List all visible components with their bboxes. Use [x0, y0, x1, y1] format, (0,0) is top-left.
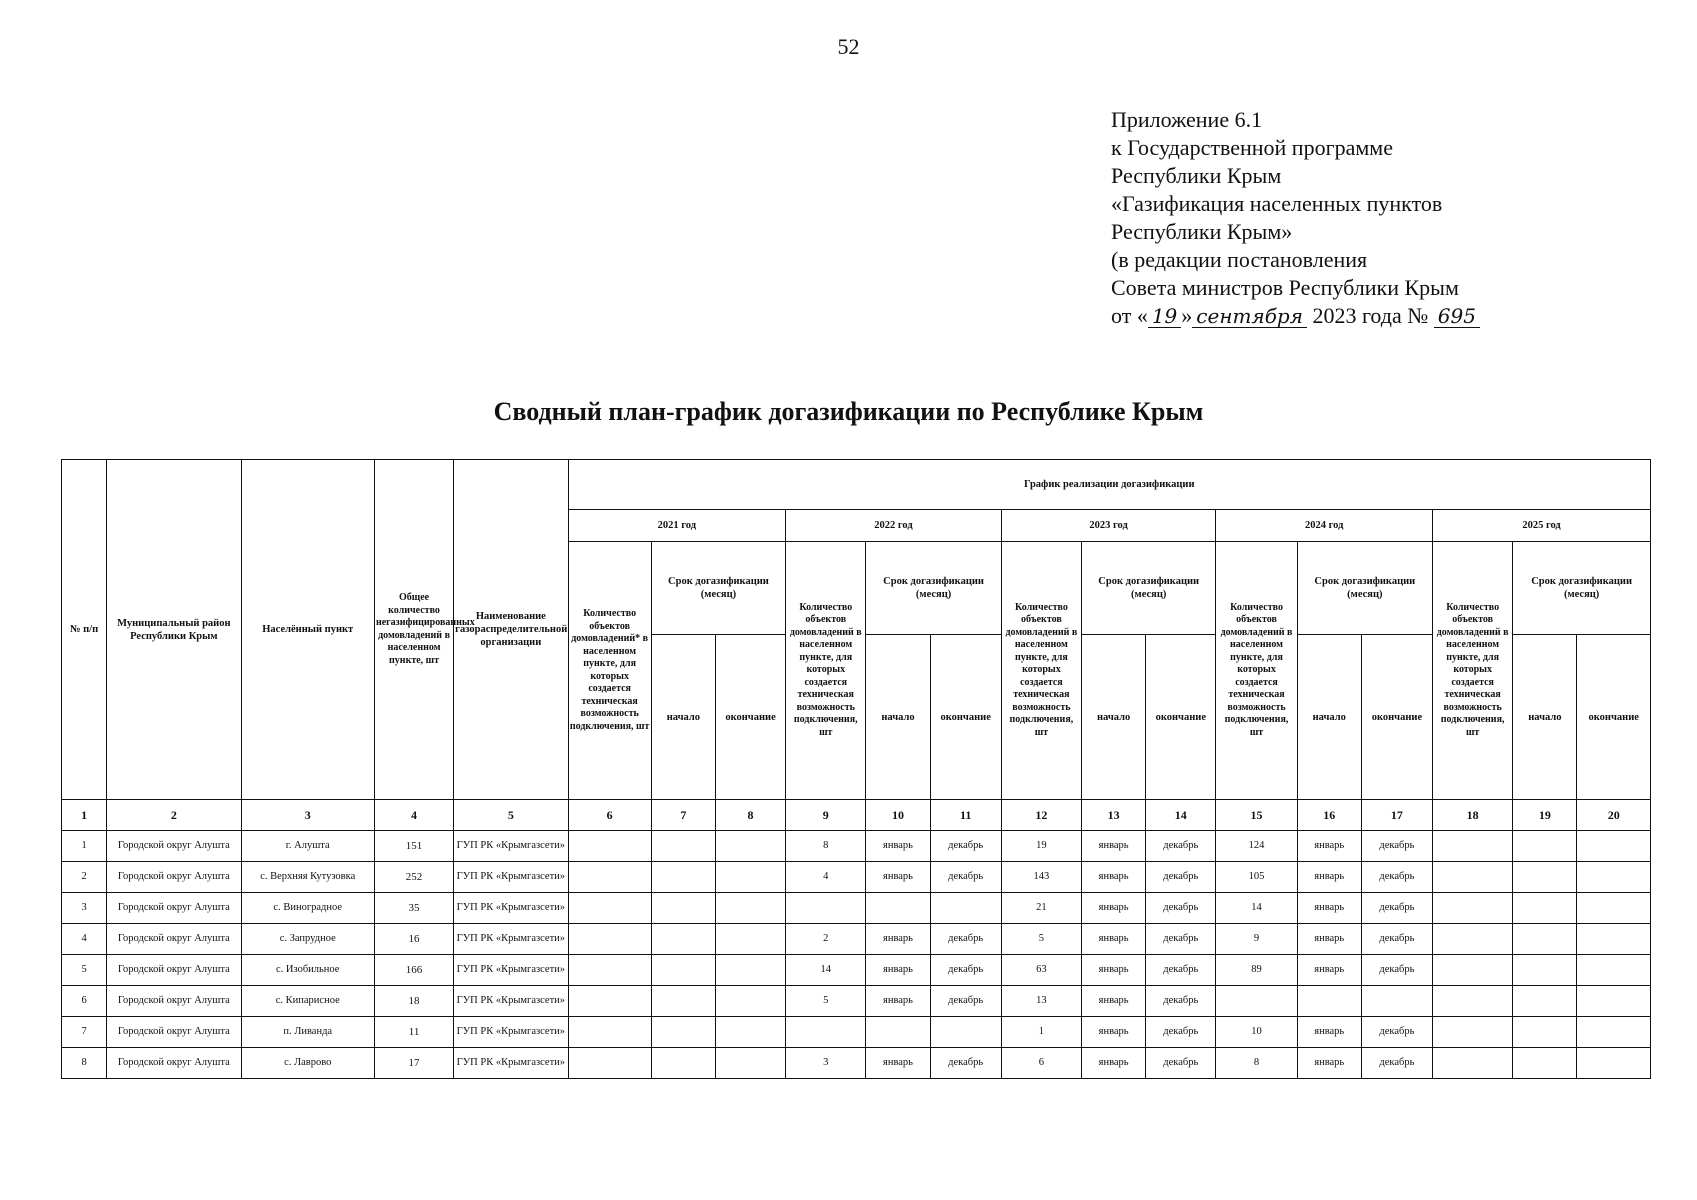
municipality-cell: Городской округ Алушта: [107, 831, 241, 862]
schedule-cell: [1513, 1017, 1577, 1048]
schedule-cell: декабрь: [930, 986, 1001, 1017]
table-row: [62, 1017, 1651, 1048]
page-number: 52: [837, 34, 860, 59]
schedule-cell: январь: [1082, 955, 1146, 986]
header-term: Срок догазификации (месяц): [1082, 542, 1216, 635]
schedule-cell: 2: [786, 924, 866, 955]
appendix-line: Республики Крым»: [1111, 219, 1293, 244]
schedule-cell: [715, 924, 785, 955]
dogazification-table: [61, 459, 1651, 1079]
locality-cell: с. Виноградное: [241, 893, 374, 924]
header-year: 2023 год: [1001, 510, 1216, 542]
header-count: Количество объектов домовладений в населенном пункте, для которых создается техническая возможность подключения, шт: [786, 542, 866, 800]
header-start: начало: [1513, 635, 1577, 800]
header-term: Срок догазификации (месяц): [866, 542, 1001, 635]
schedule-cell: 89: [1216, 955, 1297, 986]
schedule-cell: [568, 862, 651, 893]
schedule-cell: январь: [866, 955, 930, 986]
schedule-cell: [1513, 986, 1577, 1017]
appendix-line: (в редакции постановления: [1111, 247, 1368, 272]
appendix-line: к Государственной программе: [1111, 135, 1393, 160]
schedule-cell: январь: [866, 862, 930, 893]
day-suffix: »: [1181, 303, 1193, 328]
table-row: [62, 986, 1651, 1017]
schedule-cell: [930, 893, 1001, 924]
schedule-cell: [568, 986, 651, 1017]
schedule-cell: декабрь: [1146, 893, 1216, 924]
column-number-cell: 18: [1433, 800, 1513, 831]
row-number-cell: 1: [62, 831, 107, 862]
schedule-cell: январь: [1082, 986, 1146, 1017]
schedule-cell: 14: [1216, 893, 1297, 924]
locality-cell: с. Лаврово: [241, 1048, 374, 1079]
header-term: Срок догазификации (месяц): [1513, 542, 1651, 635]
schedule-cell: [1513, 924, 1577, 955]
row-number-cell: 6: [62, 986, 107, 1017]
column-number-row: [62, 800, 1651, 831]
column-number-cell: 9: [786, 800, 866, 831]
schedule-cell: [715, 893, 785, 924]
schedule-cell: декабрь: [1146, 955, 1216, 986]
total-cell: 11: [374, 1017, 453, 1048]
column-number-cell: 7: [651, 800, 715, 831]
locality-cell: г. Алушта: [241, 831, 374, 862]
header-org: Наименование газораспределительной организации: [454, 460, 568, 800]
organization-cell: ГУП РК «Крымгазсети»: [454, 862, 568, 893]
schedule-cell: [1513, 893, 1577, 924]
schedule-cell: декабрь: [1361, 831, 1432, 862]
municipality-cell: Городской округ Алушта: [107, 1048, 241, 1079]
schedule-cell: [715, 955, 785, 986]
schedule-cell: [568, 831, 651, 862]
schedule-cell: декабрь: [1146, 986, 1216, 1017]
schedule-cell: январь: [1297, 893, 1361, 924]
schedule-cell: 13: [1001, 986, 1081, 1017]
header-end: окончание: [1146, 635, 1216, 800]
header-end: окончание: [1577, 635, 1651, 800]
schedule-cell: январь: [1297, 955, 1361, 986]
schedule-cell: январь: [1082, 924, 1146, 955]
schedule-cell: 63: [1001, 955, 1081, 986]
table-row: [62, 1048, 1651, 1079]
organization-cell: ГУП РК «Крымгазсети»: [454, 831, 568, 862]
schedule-cell: январь: [866, 924, 930, 955]
locality-cell: с. Запрудное: [241, 924, 374, 955]
schedule-cell: [568, 893, 651, 924]
table-body: [62, 831, 1651, 1079]
schedule-cell: 5: [786, 986, 866, 1017]
row-number-cell: 2: [62, 862, 107, 893]
header-num: № п/п: [62, 460, 107, 800]
year-text: 2023 года №: [1312, 303, 1429, 328]
schedule-cell: [1577, 955, 1651, 986]
header-start: начало: [1082, 635, 1146, 800]
schedule-cell: декабрь: [1146, 924, 1216, 955]
header-year: 2024 год: [1216, 510, 1433, 542]
schedule-cell: [651, 955, 715, 986]
column-number-cell: 17: [1361, 800, 1432, 831]
schedule-cell: январь: [866, 1048, 930, 1079]
organization-cell: ГУП РК «Крымгазсети»: [454, 986, 568, 1017]
schedule-cell: [1433, 862, 1513, 893]
schedule-cell: январь: [1082, 831, 1146, 862]
schedule-cell: 6: [1001, 1048, 1081, 1079]
appendix-line: Совета министров Республики Крым: [1111, 275, 1459, 300]
schedule-cell: январь: [1082, 862, 1146, 893]
table-row: [62, 893, 1651, 924]
column-number-cell: 16: [1297, 800, 1361, 831]
row-number-cell: 8: [62, 1048, 107, 1079]
table-row: [62, 924, 1651, 955]
organization-cell: ГУП РК «Крымгазсети»: [454, 924, 568, 955]
schedule-cell: 8: [786, 831, 866, 862]
schedule-cell: [1513, 1048, 1577, 1079]
schedule-cell: декабрь: [1146, 862, 1216, 893]
header-count: Количество объектов домовладений в населенном пункте, для которых создается техническая возможность подключения, шт: [1001, 542, 1081, 800]
schedule-cell: декабрь: [1361, 893, 1432, 924]
column-number-cell: 14: [1146, 800, 1216, 831]
schedule-cell: 124: [1216, 831, 1297, 862]
schedule-cell: 10: [1216, 1017, 1297, 1048]
schedule-cell: январь: [1297, 831, 1361, 862]
schedule-cell: [1577, 862, 1651, 893]
schedule-cell: январь: [1297, 1048, 1361, 1079]
schedule-cell: [1433, 1048, 1513, 1079]
schedule-cell: 105: [1216, 862, 1297, 893]
schedule-cell: 143: [1001, 862, 1081, 893]
schedule-cell: январь: [866, 831, 930, 862]
header-term: Срок догазификации (месяц): [651, 542, 785, 635]
schedule-cell: [1433, 831, 1513, 862]
schedule-cell: январь: [1082, 893, 1146, 924]
header-count: Количество объектов домовладений в населенном пункте, для которых создается техническая возможность подключения, шт: [1216, 542, 1297, 800]
municipality-cell: Городской округ Алушта: [107, 862, 241, 893]
header-schedule: График реализации догазификации: [568, 460, 1650, 510]
organization-cell: ГУП РК «Крымгазсети»: [454, 1048, 568, 1079]
schedule-cell: [1577, 1048, 1651, 1079]
schedule-cell: 8: [1216, 1048, 1297, 1079]
appendix-line: «Газификация населенных пунктов: [1111, 191, 1443, 216]
handwritten-month: сентября: [1192, 305, 1307, 328]
total-cell: 35: [374, 893, 453, 924]
schedule-cell: [715, 986, 785, 1017]
schedule-cell: 5: [1001, 924, 1081, 955]
appendix-date-line: [1111, 302, 1480, 330]
header-start: начало: [866, 635, 930, 800]
header-term: Срок догазификации (месяц): [1297, 542, 1432, 635]
schedule-cell: декабрь: [930, 831, 1001, 862]
schedule-cell: [786, 893, 866, 924]
schedule-cell: [568, 955, 651, 986]
municipality-cell: Городской округ Алушта: [107, 955, 241, 986]
schedule-cell: 3: [786, 1048, 866, 1079]
schedule-cell: [1577, 924, 1651, 955]
appendix-block: [1111, 106, 1480, 330]
header-count: Количество объектов домовладений* в населенном пункте, для которых создается техническая возможность подключения, шт: [568, 542, 651, 800]
total-cell: 151: [374, 831, 453, 862]
locality-cell: п. Ливанда: [241, 1017, 374, 1048]
locality-cell: с. Изобильное: [241, 955, 374, 986]
schedule-cell: декабрь: [1361, 862, 1432, 893]
schedule-cell: [1433, 924, 1513, 955]
municipality-cell: Городской округ Алушта: [107, 924, 241, 955]
table-row: [62, 831, 1651, 862]
header-total: Общее количество негазифицированных домовладений в населенном пункте, шт: [374, 460, 453, 800]
schedule-cell: декабрь: [1361, 924, 1432, 955]
schedule-cell: [568, 1017, 651, 1048]
schedule-cell: [1513, 955, 1577, 986]
schedule-cell: [568, 1048, 651, 1079]
total-cell: 18: [374, 986, 453, 1017]
column-number-cell: 3: [241, 800, 374, 831]
handwritten-number: 695: [1434, 305, 1480, 328]
column-number-cell: 1: [62, 800, 107, 831]
schedule-cell: декабрь: [930, 955, 1001, 986]
schedule-cell: [1433, 986, 1513, 1017]
schedule-cell: [786, 1017, 866, 1048]
column-number-cell: 20: [1577, 800, 1651, 831]
column-number-cell: 6: [568, 800, 651, 831]
total-cell: 252: [374, 862, 453, 893]
document-title: Сводный план-график догазификации по Республике Крым: [493, 397, 1204, 426]
header-locality: Населённый пункт: [241, 460, 374, 800]
schedule-cell: январь: [1082, 1017, 1146, 1048]
schedule-cell: декабрь: [1361, 1048, 1432, 1079]
schedule-cell: декабрь: [1361, 1017, 1432, 1048]
schedule-cell: декабрь: [1146, 1017, 1216, 1048]
schedule-cell: декабрь: [1146, 1048, 1216, 1079]
column-number-cell: 10: [866, 800, 930, 831]
total-cell: 17: [374, 1048, 453, 1079]
header-year: 2021 год: [568, 510, 786, 542]
schedule-cell: [651, 924, 715, 955]
column-number-cell: 8: [715, 800, 785, 831]
column-number-cell: 19: [1513, 800, 1577, 831]
schedule-cell: [866, 1017, 930, 1048]
schedule-cell: 19: [1001, 831, 1081, 862]
column-number-cell: 11: [930, 800, 1001, 831]
locality-cell: с. Кипарисное: [241, 986, 374, 1017]
header-end: окончание: [715, 635, 785, 800]
column-number-cell: 15: [1216, 800, 1297, 831]
schedule-cell: [715, 862, 785, 893]
table-row: [62, 955, 1651, 986]
header-end: окончание: [930, 635, 1001, 800]
appendix-line: Республики Крым: [1111, 163, 1282, 188]
total-cell: 16: [374, 924, 453, 955]
row-number-cell: 3: [62, 893, 107, 924]
locality-cell: с. Верхняя Кутузовка: [241, 862, 374, 893]
schedule-cell: январь: [1297, 924, 1361, 955]
schedule-cell: 14: [786, 955, 866, 986]
schedule-cell: [1513, 862, 1577, 893]
schedule-cell: январь: [1297, 1017, 1361, 1048]
schedule-cell: [715, 1048, 785, 1079]
schedule-cell: январь: [1082, 1048, 1146, 1079]
schedule-cell: декабрь: [930, 924, 1001, 955]
schedule-cell: [651, 986, 715, 1017]
schedule-cell: 1: [1001, 1017, 1081, 1048]
schedule-cell: [1577, 893, 1651, 924]
table-row: [62, 862, 1651, 893]
schedule-cell: [1433, 1017, 1513, 1048]
header-year: 2022 год: [786, 510, 1002, 542]
header-end: окончание: [1361, 635, 1432, 800]
schedule-cell: [1297, 986, 1361, 1017]
column-number-cell: 2: [107, 800, 241, 831]
schedule-cell: [1577, 1017, 1651, 1048]
header-year: 2025 год: [1433, 510, 1651, 542]
schedule-cell: [715, 1017, 785, 1048]
row-number-cell: 5: [62, 955, 107, 986]
handwritten-day: 19: [1148, 305, 1181, 328]
municipality-cell: Городской округ Алушта: [107, 1017, 241, 1048]
column-number-cell: 4: [374, 800, 453, 831]
schedule-cell: [568, 924, 651, 955]
column-number-cell: 12: [1001, 800, 1081, 831]
schedule-cell: [1361, 986, 1432, 1017]
row-number-cell: 4: [62, 924, 107, 955]
header-start: начало: [1297, 635, 1361, 800]
organization-cell: ГУП РК «Крымгазсети»: [454, 893, 568, 924]
schedule-cell: январь: [1297, 862, 1361, 893]
municipality-cell: Городской округ Алушта: [107, 986, 241, 1017]
schedule-cell: [715, 831, 785, 862]
schedule-cell: декабрь: [1146, 831, 1216, 862]
total-cell: 166: [374, 955, 453, 986]
schedule-cell: [1433, 893, 1513, 924]
schedule-cell: январь: [866, 986, 930, 1017]
schedule-cell: [651, 831, 715, 862]
schedule-cell: [651, 893, 715, 924]
column-number-cell: 13: [1082, 800, 1146, 831]
schedule-cell: [651, 1048, 715, 1079]
schedule-cell: [1433, 955, 1513, 986]
schedule-cell: [1513, 831, 1577, 862]
row-number-cell: 7: [62, 1017, 107, 1048]
schedule-cell: [1577, 831, 1651, 862]
appendix-line: Приложение 6.1: [1111, 107, 1263, 132]
schedule-cell: [930, 1017, 1001, 1048]
schedule-cell: [866, 893, 930, 924]
schedule-cell: [651, 1017, 715, 1048]
schedule-cell: [1216, 986, 1297, 1017]
column-number-cell: 5: [454, 800, 568, 831]
schedule-cell: декабрь: [930, 862, 1001, 893]
header-municipality: Муниципальный район Республики Крым: [107, 460, 241, 800]
organization-cell: ГУП РК «Крымгазсети»: [454, 955, 568, 986]
schedule-cell: [1577, 986, 1651, 1017]
header-count: Количество объектов домовладений в населенном пункте, для которых создается техническая возможность подключения, шт: [1433, 542, 1513, 800]
schedule-cell: 21: [1001, 893, 1081, 924]
header-start: начало: [651, 635, 715, 800]
schedule-cell: [651, 862, 715, 893]
municipality-cell: Городской округ Алушта: [107, 893, 241, 924]
schedule-cell: 4: [786, 862, 866, 893]
organization-cell: ГУП РК «Крымгазсети»: [454, 1017, 568, 1048]
schedule-cell: декабрь: [930, 1048, 1001, 1079]
schedule-cell: декабрь: [1361, 955, 1432, 986]
date-prefix: от «: [1111, 303, 1148, 328]
schedule-cell: 9: [1216, 924, 1297, 955]
